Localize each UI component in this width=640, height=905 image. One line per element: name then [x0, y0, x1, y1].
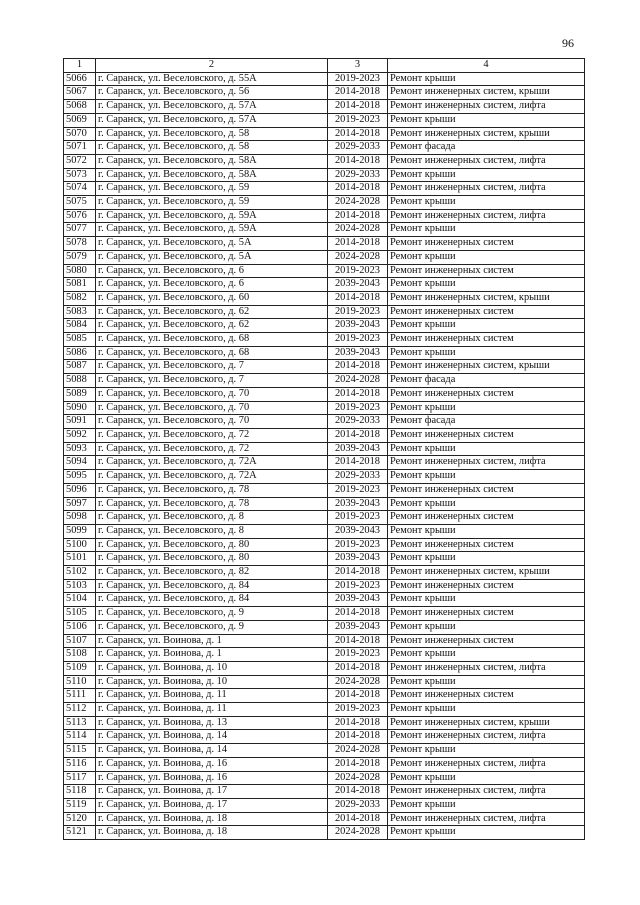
table-row — [64, 264, 585, 278]
row-number: 5079 — [64, 250, 96, 264]
period-cell: 2019-2023 — [328, 538, 388, 552]
period-cell: 2014-2018 — [328, 86, 388, 100]
table-row — [64, 401, 585, 415]
work-type-cell: Ремонт крыши — [388, 524, 585, 538]
period-cell: 2014-2018 — [328, 730, 388, 744]
address-cell: г. Саранск, ул. Воинова, д. 18 — [96, 812, 328, 826]
work-type-cell: Ремонт инженерных систем, крыши — [388, 291, 585, 305]
row-number: 5069 — [64, 113, 96, 127]
row-number: 5094 — [64, 456, 96, 470]
address-cell: г. Саранск, ул. Веселовского, д. 8 — [96, 524, 328, 538]
work-type-cell: Ремонт инженерных систем — [388, 387, 585, 401]
address-cell: г. Саранск, ул. Веселовского, д. 72А — [96, 456, 328, 470]
period-cell: 2014-2018 — [328, 634, 388, 648]
address-cell: г. Саранск, ул. Воинова, д. 11 — [96, 689, 328, 703]
address-cell: г. Саранск, ул. Веселовского, д. 9 — [96, 607, 328, 621]
table-row — [64, 428, 585, 442]
work-type-cell: Ремонт инженерных систем — [388, 264, 585, 278]
work-type-cell: Ремонт крыши — [388, 703, 585, 717]
period-cell: 2014-2018 — [328, 100, 388, 114]
address-cell: г. Саранск, ул. Веселовского, д. 55А — [96, 72, 328, 86]
row-number: 5097 — [64, 497, 96, 511]
table-row — [64, 566, 585, 580]
period-cell: 2019-2023 — [328, 333, 388, 347]
table-row — [64, 346, 585, 360]
work-type-cell: Ремонт крыши — [388, 744, 585, 758]
work-type-cell: Ремонт инженерных систем, лифта — [388, 154, 585, 168]
table-row — [64, 826, 585, 840]
work-type-cell: Ремонт инженерных систем, лифта — [388, 812, 585, 826]
table-row — [64, 168, 585, 182]
period-cell: 2039-2043 — [328, 442, 388, 456]
repair-schedule-table — [63, 58, 585, 840]
address-cell: г. Саранск, ул. Веселовского, д. 6 — [96, 264, 328, 278]
work-type-cell: Ремонт инженерных систем — [388, 689, 585, 703]
period-cell: 2024-2028 — [328, 675, 388, 689]
period-cell: 2019-2023 — [328, 401, 388, 415]
period-cell: 2024-2028 — [328, 250, 388, 264]
address-cell: г. Саранск, ул. Веселовского, д. 78 — [96, 497, 328, 511]
row-number: 5075 — [64, 196, 96, 210]
table-row — [64, 771, 585, 785]
work-type-cell: Ремонт крыши — [388, 223, 585, 237]
row-number: 5068 — [64, 100, 96, 114]
period-cell: 2019-2023 — [328, 113, 388, 127]
table-header-row — [64, 59, 585, 73]
period-cell: 2024-2028 — [328, 826, 388, 840]
row-number: 5078 — [64, 237, 96, 251]
row-number: 5066 — [64, 72, 96, 86]
row-number: 5073 — [64, 168, 96, 182]
row-number: 5070 — [64, 127, 96, 141]
period-cell: 2014-2018 — [328, 812, 388, 826]
work-type-cell: Ремонт инженерных систем, крыши — [388, 127, 585, 141]
address-cell: г. Саранск, ул. Веселовского, д. 9 — [96, 620, 328, 634]
row-number: 5098 — [64, 511, 96, 525]
address-cell: г. Саранск, ул. Веселовского, д. 59 — [96, 196, 328, 210]
work-type-cell: Ремонт инженерных систем — [388, 634, 585, 648]
address-cell: г. Саранск, ул. Веселовского, д. 70 — [96, 401, 328, 415]
work-type-cell: Ремонт инженерных систем, лифта — [388, 730, 585, 744]
address-cell: г. Саранск, ул. Веселовского, д. 62 — [96, 305, 328, 319]
table-row — [64, 141, 585, 155]
table-row — [64, 620, 585, 634]
address-cell: г. Саранск, ул. Веселовского, д. 6 — [96, 278, 328, 292]
table-row — [64, 305, 585, 319]
address-cell: г. Саранск, ул. Веселовского, д. 62 — [96, 319, 328, 333]
work-type-cell: Ремонт фасада — [388, 374, 585, 388]
work-type-cell: Ремонт крыши — [388, 442, 585, 456]
work-type-cell: Ремонт инженерных систем — [388, 538, 585, 552]
row-number: 5083 — [64, 305, 96, 319]
period-cell: 2039-2043 — [328, 593, 388, 607]
work-type-cell: Ремонт инженерных систем, лифта — [388, 182, 585, 196]
address-cell: г. Саранск, ул. Воинова, д. 16 — [96, 757, 328, 771]
period-cell: 2014-2018 — [328, 387, 388, 401]
period-cell: 2014-2018 — [328, 209, 388, 223]
table-row — [64, 483, 585, 497]
period-cell: 2019-2023 — [328, 264, 388, 278]
work-type-cell: Ремонт крыши — [388, 278, 585, 292]
address-cell: г. Саранск, ул. Веселовского, д. 68 — [96, 346, 328, 360]
row-number: 5106 — [64, 620, 96, 634]
period-cell: 2024-2028 — [328, 374, 388, 388]
table-row — [64, 223, 585, 237]
period-cell: 2014-2018 — [328, 757, 388, 771]
table-row — [64, 291, 585, 305]
address-cell: г. Саранск, ул. Воинова, д. 18 — [96, 826, 328, 840]
period-cell: 2014-2018 — [328, 360, 388, 374]
table-row — [64, 538, 585, 552]
row-number: 5089 — [64, 387, 96, 401]
row-number: 5107 — [64, 634, 96, 648]
work-type-cell: Ремонт крыши — [388, 593, 585, 607]
row-number: 5096 — [64, 483, 96, 497]
work-type-cell: Ремонт инженерных систем, лифта — [388, 456, 585, 470]
period-cell: 2014-2018 — [328, 428, 388, 442]
row-number: 5085 — [64, 333, 96, 347]
table-row — [64, 333, 585, 347]
table-row — [64, 278, 585, 292]
table-row — [64, 209, 585, 223]
work-type-cell: Ремонт крыши — [388, 648, 585, 662]
address-cell: г. Саранск, ул. Веселовского, д. 59А — [96, 223, 328, 237]
work-type-cell: Ремонт инженерных систем — [388, 483, 585, 497]
address-cell: г. Саранск, ул. Воинова, д. 17 — [96, 798, 328, 812]
row-number: 5108 — [64, 648, 96, 662]
work-type-cell: Ремонт крыши — [388, 620, 585, 634]
row-number: 5087 — [64, 360, 96, 374]
period-cell: 2024-2028 — [328, 744, 388, 758]
row-number: 5113 — [64, 716, 96, 730]
row-number: 5110 — [64, 675, 96, 689]
row-number: 5067 — [64, 86, 96, 100]
period-cell: 2029-2033 — [328, 168, 388, 182]
work-type-cell: Ремонт крыши — [388, 675, 585, 689]
work-type-cell: Ремонт инженерных систем, крыши — [388, 360, 585, 374]
row-number: 5082 — [64, 291, 96, 305]
address-cell: г. Саранск, ул. Воинова, д. 11 — [96, 703, 328, 717]
work-type-cell: Ремонт крыши — [388, 250, 585, 264]
address-cell: г. Саранск, ул. Веселовского, д. 58А — [96, 168, 328, 182]
row-number: 5076 — [64, 209, 96, 223]
period-cell: 2019-2023 — [328, 703, 388, 717]
table-row — [64, 511, 585, 525]
period-cell: 2029-2033 — [328, 470, 388, 484]
row-number: 5111 — [64, 689, 96, 703]
address-cell: г. Саранск, ул. Веселовского, д. 72А — [96, 470, 328, 484]
address-cell: г. Саранск, ул. Веселовского, д. 80 — [96, 552, 328, 566]
row-number: 5104 — [64, 593, 96, 607]
period-cell: 2014-2018 — [328, 661, 388, 675]
work-type-cell: Ремонт инженерных систем — [388, 511, 585, 525]
work-type-cell: Ремонт крыши — [388, 826, 585, 840]
table-row — [64, 72, 585, 86]
period-cell: 2024-2028 — [328, 196, 388, 210]
address-cell: г. Саранск, ул. Веселовского, д. 80 — [96, 538, 328, 552]
table-row — [64, 442, 585, 456]
work-type-cell: Ремонт крыши — [388, 346, 585, 360]
table-row — [64, 196, 585, 210]
row-number: 5072 — [64, 154, 96, 168]
work-type-cell: Ремонт инженерных систем — [388, 579, 585, 593]
address-cell: г. Саранск, ул. Воинова, д. 1 — [96, 648, 328, 662]
row-number: 5112 — [64, 703, 96, 717]
period-cell: 2039-2043 — [328, 346, 388, 360]
period-cell: 2039-2043 — [328, 552, 388, 566]
table-row — [64, 607, 585, 621]
page-number: 96 — [562, 36, 574, 50]
row-number: 5077 — [64, 223, 96, 237]
address-cell: г. Саранск, ул. Веселовского, д. 59А — [96, 209, 328, 223]
table-row — [64, 524, 585, 538]
work-type-cell: Ремонт инженерных систем, лифта — [388, 209, 585, 223]
row-number: 5120 — [64, 812, 96, 826]
row-number: 5099 — [64, 524, 96, 538]
row-number: 5081 — [64, 278, 96, 292]
row-number: 5074 — [64, 182, 96, 196]
work-type-cell: Ремонт инженерных систем, лифта — [388, 661, 585, 675]
table-row — [64, 415, 585, 429]
work-type-cell: Ремонт инженерных систем, крыши — [388, 86, 585, 100]
address-cell: г. Саранск, ул. Веселовского, д. 78 — [96, 483, 328, 497]
address-cell: г. Саранск, ул. Воинова, д. 17 — [96, 785, 328, 799]
row-number: 5093 — [64, 442, 96, 456]
address-cell: г. Саранск, ул. Веселовского, д. 68 — [96, 333, 328, 347]
table-row — [64, 237, 585, 251]
table-row — [64, 154, 585, 168]
period-cell: 2039-2043 — [328, 620, 388, 634]
row-number: 5103 — [64, 579, 96, 593]
row-number: 5092 — [64, 428, 96, 442]
table-row — [64, 374, 585, 388]
work-type-cell: Ремонт фасада — [388, 141, 585, 155]
period-cell: 2029-2033 — [328, 141, 388, 155]
address-cell: г. Саранск, ул. Веселовского, д. 84 — [96, 593, 328, 607]
period-cell: 2014-2018 — [328, 182, 388, 196]
table-row — [64, 127, 585, 141]
work-type-cell: Ремонт инженерных систем — [388, 333, 585, 347]
header-col-4: 4 — [388, 59, 585, 73]
table-row — [64, 579, 585, 593]
address-cell: г. Саранск, ул. Веселовского, д. 70 — [96, 415, 328, 429]
table-row — [64, 552, 585, 566]
address-cell: г. Саранск, ул. Веселовского, д. 8 — [96, 511, 328, 525]
period-cell: 2029-2033 — [328, 798, 388, 812]
row-number: 5101 — [64, 552, 96, 566]
row-number: 5080 — [64, 264, 96, 278]
address-cell: г. Саранск, ул. Воинова, д. 1 — [96, 634, 328, 648]
address-cell: г. Саранск, ул. Веселовского, д. 84 — [96, 579, 328, 593]
address-cell: г. Саранск, ул. Веселовского, д. 56 — [96, 86, 328, 100]
work-type-cell: Ремонт фасада — [388, 415, 585, 429]
work-type-cell: Ремонт крыши — [388, 497, 585, 511]
row-number: 5105 — [64, 607, 96, 621]
address-cell: г. Саранск, ул. Воинова, д. 10 — [96, 661, 328, 675]
period-cell: 2024-2028 — [328, 223, 388, 237]
table-row — [64, 182, 585, 196]
period-cell: 2019-2023 — [328, 511, 388, 525]
row-number: 5121 — [64, 826, 96, 840]
row-number: 5117 — [64, 771, 96, 785]
period-cell: 2014-2018 — [328, 127, 388, 141]
table-row — [64, 675, 585, 689]
row-number: 5091 — [64, 415, 96, 429]
work-type-cell: Ремонт инженерных систем — [388, 607, 585, 621]
table-row — [64, 648, 585, 662]
period-cell: 2019-2023 — [328, 579, 388, 593]
period-cell: 2014-2018 — [328, 566, 388, 580]
period-cell: 2039-2043 — [328, 524, 388, 538]
table-row — [64, 661, 585, 675]
work-type-cell: Ремонт инженерных систем — [388, 237, 585, 251]
row-number: 5102 — [64, 566, 96, 580]
work-type-cell: Ремонт крыши — [388, 401, 585, 415]
row-number: 5095 — [64, 470, 96, 484]
period-cell: 2014-2018 — [328, 785, 388, 799]
row-number: 5118 — [64, 785, 96, 799]
row-number: 5071 — [64, 141, 96, 155]
table-row — [64, 456, 585, 470]
table-row — [64, 319, 585, 333]
period-cell: 2039-2043 — [328, 497, 388, 511]
period-cell: 2014-2018 — [328, 237, 388, 251]
period-cell: 2014-2018 — [328, 607, 388, 621]
table-row — [64, 100, 585, 114]
header-col-3: 3 — [328, 59, 388, 73]
address-cell: г. Саранск, ул. Воинова, д. 16 — [96, 771, 328, 785]
address-cell: г. Саранск, ул. Воинова, д. 10 — [96, 675, 328, 689]
row-number: 5088 — [64, 374, 96, 388]
work-type-cell: Ремонт инженерных систем, крыши — [388, 566, 585, 580]
address-cell: г. Саранск, ул. Веселовского, д. 58А — [96, 154, 328, 168]
table-row — [64, 387, 585, 401]
address-cell: г. Саранск, ул. Веселовского, д. 59 — [96, 182, 328, 196]
period-cell: 2019-2023 — [328, 483, 388, 497]
work-type-cell: Ремонт крыши — [388, 552, 585, 566]
address-cell: г. Саранск, ул. Веселовского, д. 7 — [96, 360, 328, 374]
address-cell: г. Саранск, ул. Воинова, д. 14 — [96, 730, 328, 744]
address-cell: г. Саранск, ул. Веселовского, д. 58 — [96, 141, 328, 155]
table-row — [64, 360, 585, 374]
table-row — [64, 798, 585, 812]
table-row — [64, 730, 585, 744]
table-row — [64, 744, 585, 758]
period-cell: 2014-2018 — [328, 689, 388, 703]
row-number: 5114 — [64, 730, 96, 744]
work-type-cell: Ремонт крыши — [388, 771, 585, 785]
period-cell: 2014-2018 — [328, 716, 388, 730]
address-cell: г. Саранск, ул. Веселовского, д. 82 — [96, 566, 328, 580]
row-number: 5084 — [64, 319, 96, 333]
work-type-cell: Ремонт инженерных систем, лифта — [388, 100, 585, 114]
table-row — [64, 470, 585, 484]
work-type-cell: Ремонт крыши — [388, 113, 585, 127]
work-type-cell: Ремонт инженерных систем — [388, 428, 585, 442]
row-number: 5115 — [64, 744, 96, 758]
address-cell: г. Саранск, ул. Веселовского, д. 5А — [96, 237, 328, 251]
row-number: 5109 — [64, 661, 96, 675]
address-cell: г. Саранск, ул. Веселовского, д. 60 — [96, 291, 328, 305]
table-row — [64, 86, 585, 100]
row-number: 5100 — [64, 538, 96, 552]
address-cell: г. Саранск, ул. Веселовского, д. 72 — [96, 428, 328, 442]
work-type-cell: Ремонт крыши — [388, 196, 585, 210]
work-type-cell: Ремонт инженерных систем, лифта — [388, 757, 585, 771]
period-cell: 2039-2043 — [328, 278, 388, 292]
table-row — [64, 689, 585, 703]
period-cell: 2019-2023 — [328, 305, 388, 319]
period-cell: 2029-2033 — [328, 415, 388, 429]
address-cell: г. Саранск, ул. Веселовского, д. 5А — [96, 250, 328, 264]
row-number: 5090 — [64, 401, 96, 415]
period-cell: 2039-2043 — [328, 319, 388, 333]
period-cell: 2019-2023 — [328, 648, 388, 662]
work-type-cell: Ремонт инженерных систем — [388, 305, 585, 319]
address-cell: г. Саранск, ул. Веселовского, д. 7 — [96, 374, 328, 388]
table-row — [64, 634, 585, 648]
table-row — [64, 113, 585, 127]
work-type-cell: Ремонт крыши — [388, 798, 585, 812]
address-cell: г. Саранск, ул. Воинова, д. 14 — [96, 744, 328, 758]
table-row — [64, 757, 585, 771]
address-cell: г. Саранск, ул. Воинова, д. 13 — [96, 716, 328, 730]
period-cell: 2014-2018 — [328, 154, 388, 168]
period-cell: 2014-2018 — [328, 456, 388, 470]
table-row — [64, 785, 585, 799]
table-row — [64, 716, 585, 730]
table-row — [64, 593, 585, 607]
work-type-cell: Ремонт крыши — [388, 470, 585, 484]
table-row — [64, 497, 585, 511]
period-cell: 2024-2028 — [328, 771, 388, 785]
work-type-cell: Ремонт инженерных систем, крыши — [388, 716, 585, 730]
table-row — [64, 703, 585, 717]
table-row — [64, 250, 585, 264]
header-col-1: 1 — [64, 59, 96, 73]
row-number: 5116 — [64, 757, 96, 771]
work-type-cell: Ремонт крыши — [388, 72, 585, 86]
table-row — [64, 812, 585, 826]
work-type-cell: Ремонт крыши — [388, 319, 585, 333]
address-cell: г. Саранск, ул. Веселовского, д. 57А — [96, 113, 328, 127]
work-type-cell: Ремонт крыши — [388, 168, 585, 182]
header-col-2: 2 — [96, 59, 328, 73]
period-cell: 2014-2018 — [328, 291, 388, 305]
address-cell: г. Саранск, ул. Веселовского, д. 70 — [96, 387, 328, 401]
address-cell: г. Саранск, ул. Веселовского, д. 57А — [96, 100, 328, 114]
address-cell: г. Саранск, ул. Веселовского, д. 58 — [96, 127, 328, 141]
period-cell: 2019-2023 — [328, 72, 388, 86]
work-type-cell: Ремонт инженерных систем, лифта — [388, 785, 585, 799]
address-cell: г. Саранск, ул. Веселовского, д. 72 — [96, 442, 328, 456]
row-number: 5086 — [64, 346, 96, 360]
row-number: 5119 — [64, 798, 96, 812]
